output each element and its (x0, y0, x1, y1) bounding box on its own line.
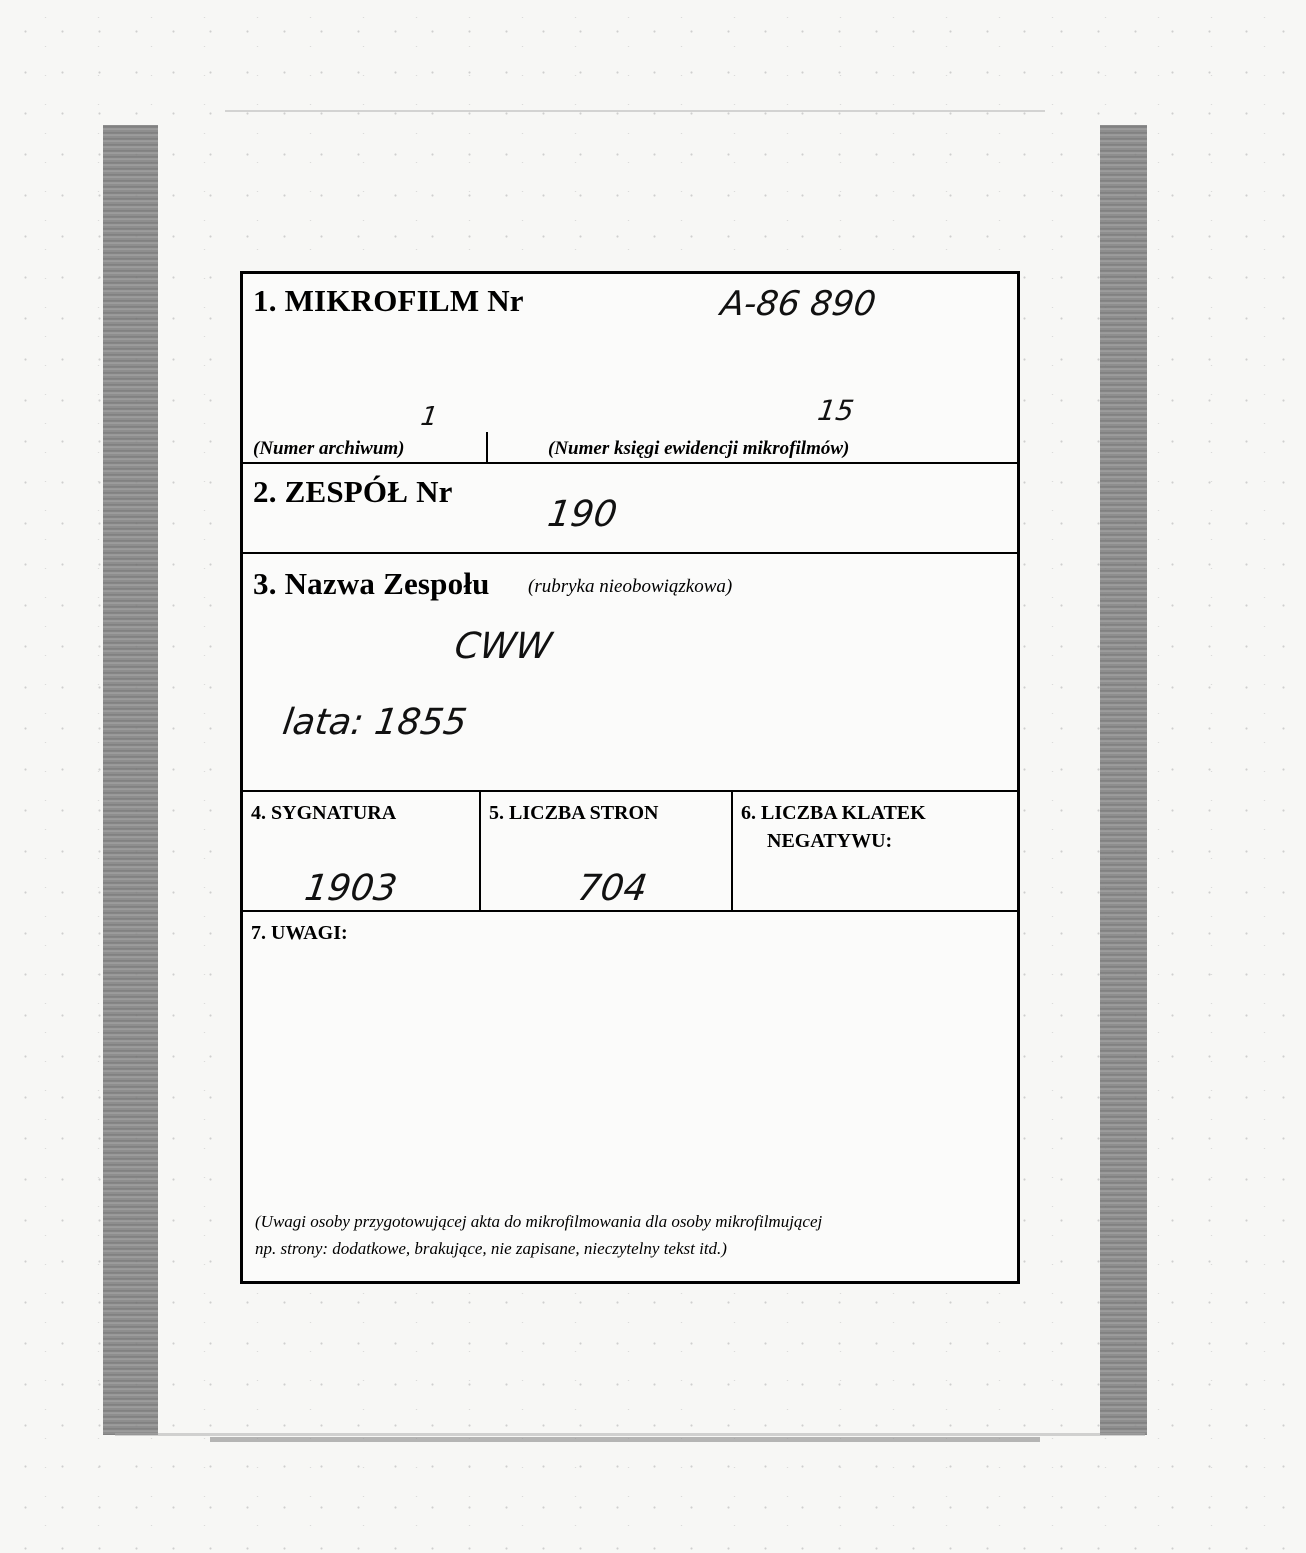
section-details (243, 792, 1017, 912)
section-mikrofilm (243, 274, 1017, 464)
column-divider-2 (731, 792, 733, 910)
microfilm-form-card (240, 271, 1020, 1284)
mikrofilm-label: 1. MIKROFILM Nr (253, 283, 524, 318)
register-number-handwritten: 15 (815, 394, 856, 427)
film-edge-right (1100, 125, 1147, 1435)
uwagi-note-line2: np. strony: dodatkowe, brakujące, nie zapisane, nieczytelny tekst itd.) (255, 1239, 727, 1258)
nazwa-zespolu-caption: (rubryka nieobowiązkowa) (528, 576, 733, 597)
column-divider-1 (479, 792, 481, 910)
section-nazwa-zespolu (243, 554, 1017, 792)
film-edge-bottom-shadow (115, 1433, 1145, 1436)
zespol-number-handwritten: 190 (545, 494, 620, 535)
film-edge-bottom (210, 1437, 1040, 1442)
negatywu-label: NEGATYWU: (767, 830, 893, 852)
uwagi-note-line1: (Uwagi osoby przygotowującej akta do mikrofilmowania dla osoby mikrofilmującej (255, 1212, 823, 1231)
section-zespol (243, 464, 1017, 554)
caption-divider (486, 432, 488, 464)
mikrofilm-number-handwritten: A-86 890 (718, 284, 879, 324)
liczba-klatek-label: 6. LICZBA KLATEK (741, 802, 926, 824)
uwagi-label: 7. UWAGI: (251, 922, 348, 944)
zespol-label: 2. ZESPÓŁ Nr (253, 474, 453, 509)
liczba-stron-label: 5. LICZBA STRON (489, 802, 659, 824)
nazwa-zespolu-handwritten: CWW (452, 626, 555, 667)
sygnatura-handwritten: 1903 (302, 868, 400, 909)
nazwa-zespolu-label: 3. Nazwa Zespołu (253, 566, 490, 601)
section-uwagi (243, 912, 1017, 1284)
liczba-stron-handwritten: 704 (575, 868, 650, 909)
register-number-caption: (Numer księgi ewidencji mikrofilmów) (548, 438, 850, 459)
sygnatura-label: 4. SYGNATURA (251, 802, 397, 824)
archive-number-caption: (Numer archiwum) (253, 438, 405, 459)
archive-number-handwritten: 1 (418, 402, 440, 432)
film-edge-top (225, 110, 1045, 112)
lata-handwritten: lata: 1855 (280, 702, 470, 743)
film-edge-left (103, 125, 158, 1435)
